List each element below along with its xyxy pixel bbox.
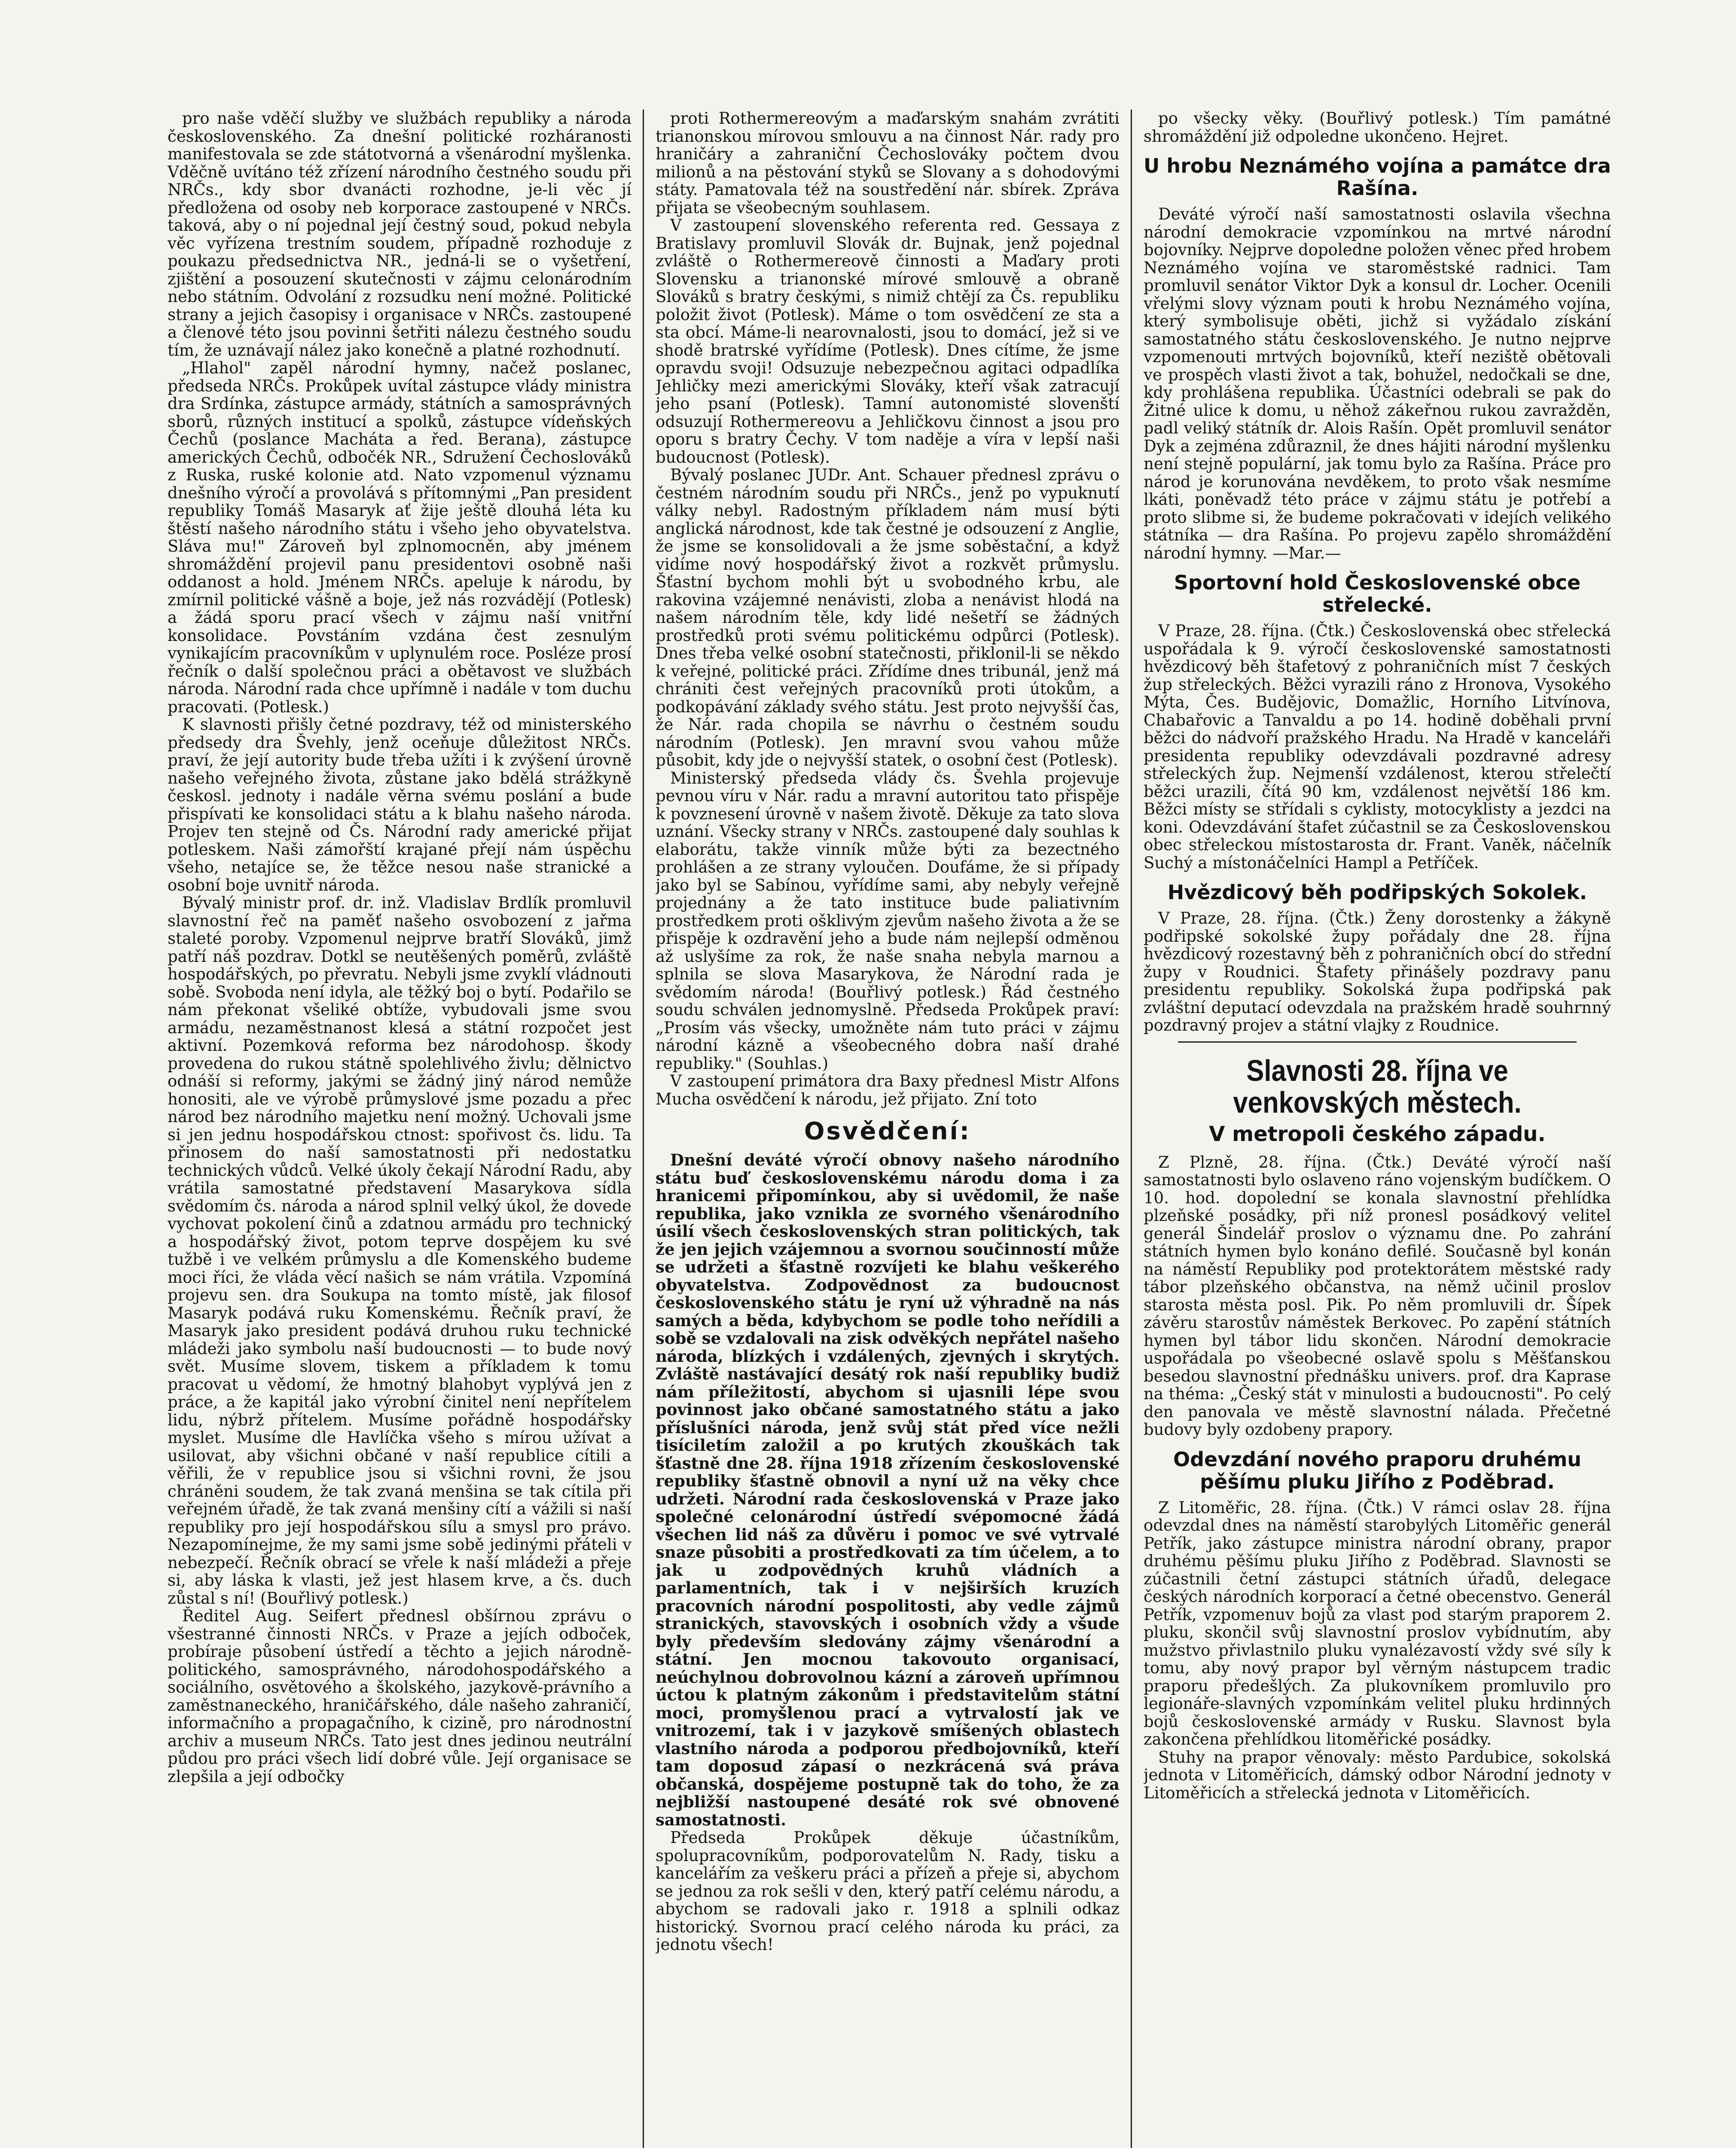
article-paragraph: Bývalý ministr prof. dr. inž. Vladislav Brdlík promluvil slavnostní řeč na paměť našeho osvobození z jařma staleté poroby. Vzpomenul nejprve bratří Slováků, jimž patří náš pozdrav. Dotkl se neutěšených poměrů, zvláště hospodářských, po převratu. Nebyli jsme zvyklí vládnouti sobě. Svoboda není idyla, ale těžký boj o bytí. Podařilo se nám překonat všeliké obtíže, vybudovali jsme svou armádu, nezaměstnanost klesá a státní rozpočet jest aktivní. Pozemková reforma bez národohosp. škody provedena do rukou státně spolehlivého živlu; dělnictvo odnáší si reformy, jakými se žádný jiný národ nemůže honositi, ale ve výrobě průmyslové jsme pozadu a přec národ bez národního majetku není možný. Uchovali jsme si jen jednu hospodářskou ctnost: spořivost čs. lidu. Ta přinosem do naší samostatnosti při nedostatku technických vůdců. Velké úkoly čekají Národní Radu, aby vrátila samostatné představení Masarykova sídla svědomím čs. národa a národ splnil velký úkol, že dovede vychovat pokolení činů a zdatnou armádu pro technický a hospodářský život, potom teprve dospějem ku své tužbě i ve velkém průmyslu a dle Komenského budeme moci říci, že vláda věcí našich se nám vrátila. Vzpomíná projevu sen. dra Soukupa na tomto místě, jak filosof Masaryk podává ruku Komenskému. Řečník praví, že Masaryk jako president podává druhou ruku technické mládeži jako symbolu naší budoucnosti — to bude nový svět. Musíme slovem, tiskem a příkladem k tomu pracovat u vědomí, že hmotný blahobyt vyplývá jen z práce, a že kapitál jako výrobní činitel není nepřítelem lidu, nýbrž přítelem. Musíme pořádně hospodářsky myslet. Musíme dle Havlíčka všeho s mírou užívat a usilovat, aby všichni občané v naší republice cítili a věřili, že v republice jsou si všichni rovni, že jsou chráněni soudem, že tak zvaná menšina se tak cítila při veřejném úřadě, že tak zvaná menšiny cítí a vážili si naší republiky pro její hospodářskou sílu a smysl pro právo. Nezapomínejme, že my sami jsme sobě jedinými přáteli v nebezpečí. Řečník obrací se vřele k naší mládeži a přeje si, aby láska k vlasti, jež jest hlasem krve, a čs. duch zůstal s ní! (Bouřlivý potlesk.): [168, 894, 632, 1608]
column-rule: [1131, 110, 1132, 2148]
article-paragraph: pro naše vděčí služby ve službách republiky a národa československého. Za dnešní politické rozháranosti manifestovala se zde státotvorná a všenárodní myšlenka. Vděčně uvítáno též zřízení národního čestného soudu při NRČs., kdy sbor dvanácti rozhodne, je-li věc jí předložena od osoby neb korporace zastoupené v NRČs. taková, aby o ní pojednal její čestný soud, pokud nebyla věc vyřízena trestním soudem, případně rozhoduje z poukazu předsednictva NR., jedná-li se o vyšetření, zjištění a posouzení skutečnosti v zájmu celonárodním nebo státním. Odvolání z rozsudku není možné. Politické strany a jejich časopisy i organisace v NRČs. zastoupené a členové této jsou povinni šetřiti nálezu čestného soudu tím, že uznávají nález jako konečně a platné rozhodnutí.: [168, 110, 632, 360]
article-paragraph: Ministerský předseda vlády čs. Švehla projevuje pevnou víru v Nár. radu a mravní autoritou tato přispěje k povznesení úrovně v našem životě. Děkuje za tato slova uznání. Všecky strany v NRČs. zastoupené daly souhlas k elaborátu, takže vinník může býti za bezectného prohlášen a ze strany vyloučen. Doufáme, že si případy jako byl se Sabínou, vyřídíme sami, aby nebyly veřejně projednány a že tato instituce bude paliativním prostředkem proti ošklivým zjevům našeho života a že se přispěje k ozdravění jeho a bude nám nejlepší odměnou až uslyšíme za rok, že naše snaha nebyla marnou a splnila se slova Masarykova, že Národní rada je svědomím národa! (Bouřlivý potlesk.) Řád čestného soudu schválen jednomyslně. Předseda Prokůpek praví: „Prosím vás všecky, umožněte nám tuto práci v zájmu národní kázně a všeobecného dobra naší drahé republiky." (Souhlas.): [656, 769, 1120, 1073]
article-paragraph: Předseda Prokůpek děkuje účastníkům, spolupracovníkům, podporovatelům N. Rady, tisku a kancelářím za veškeru práci a přízeň a přeje si, abychom se jednou za rok sešli v den, který patří celému národu, a abychom se radovali jako r. 1918 a splnili odkaz historický. Svornou prací celého národa ku práci, za jednotu všech!: [656, 1828, 1120, 1954]
article-paragraph: Stuhy na prapor věnovaly: město Pardubice, sokolská jednota v Litoměřicích, dámský odbor Národní jednoty v Litoměřicích a střelecká jednota v Litoměřicích.: [1144, 1748, 1611, 1802]
article-paragraph: V zastoupení slovenského referenta red. Gessaya z Bratislavy promluvil Slovák dr. Bujnak, jenž pojednal zvláště o Rothermereově činnosti a Maďary proti Slovensku a trianonské mírové smlouvě a obraně Slováků s bratry českými, s nimiž chtějí za Čs. republiku položit život (Potlesk). Máme o tom osvědčení ze sta a sta obcí. Máme-li nearovnalosti, jsou to domácí, jež si ve shodě bratrské vyřídíme (Potlesk). Dnes cítíme, že jsme opravdu svoji! Odsuzuje nebezpečnou agitaci odpadlíka Jehličky mezi americkými Slováky, kteří však zatracují jeho psaní (Potlesk). Tamní autonomisté slovenští odsuzují Rothermereovu a Jehličkovu činnost a jsou pro oporu s bratry Čechy. V tom naděje a víra v lepší naši budoucnost (Potlesk).: [656, 216, 1120, 467]
article-paragraph: Z Plzně, 28. října. (Čtk.) Deváté výročí naší samostatnosti bylo oslaveno ráno vojenským budíčkem. O 10. hod. dopolední se konala slavnostní přehlídka plzeňské posádky, při níž pronesl posádkový velitel generál Šindelář proslov o významu dne. Po zahrání státních hymen bylo konáno defilé. Současně byl konán na náměstí Republiky pod protektorátem městské rady tábor plzeňského občanstva, na němž učinil proslov starosta města posl. Pik. Po něm promluvili dr. Šípek závěru starostův náměstek Berkovec. Po zapění státních hymen byl tábor lidu skončen. Národní demokracie uspořádala po všeobecné oslavě spolu s Měšťanskou besedou slavnostní přednášku univers. prof. dra Kaprase na théma: „Český stát v minulosti a budoucnosti". Po celý den panovala ve městě slavnostní nálada. Přečetné budovy byly ozdobeny prapory.: [1144, 1153, 1611, 1439]
article-headline: Sportovní hold Československé obce střelecké.: [1174, 571, 1581, 616]
article-headline: U hrobu Neznámého vojína a památce dra Rašína.: [1144, 154, 1611, 200]
article-paragraph: po všecky věky. (Bouřlivý potlesk.) Tím památné shromáždění již odpoledne ukončeno. Hejret.: [1144, 110, 1611, 146]
article-paragraph: „Hlahol" zapěl národní hymny, načež poslanec, předseda NRČs. Prokůpek uvítal zástupce vlády ministra dra Srdínka, zástupce armády, státních a samosprávných sborů, různých institucí a spolků, zástupce vídeňských Čechů (poslance Macháta a řed. Berana), zástupce amerických Čechů, odbočék NR., Sdružení Čechoslováků z Ruska, ruské kolonie atd. Nato vzpomenul významu dnešního výročí a provolává s přítomnými „Pan president republiky Tomáš Masaryk ať žije ještě dlouhá léta ku štěstí našeho národního státu i všeho jeho obyvatelstva. Sláva mu!" Zároveň byl zplnomocněn, aby jménem shromáždění projevil panu presidentovi osobně naši oddanost a hold. Jménem NRČs. apeluje k národu, by zmírnil politické vášně a boje, jež nás rozvádějí (Potlesk) a žádá sporu prací všech v zájmu naší vnitřní konsolidace. Povstáním vzdána čest zesnulým vynikajícím pracovníkům v uplynulém roce. Posléze prosí řečník o další společnou práci a obětavost ve službách národa. Národní rada chce upřímně i nadále v tom duchu pracovati. (Potlesk.): [168, 359, 632, 716]
article-paragraph: Z Litoměřic, 28. října. (Čtk.) V rámci oslav 28. října odevzdal dnes na náměstí starobylých Litoměřic generál Petřík, jako zástupce ministra národní obrany, prapor druhému pěšímu pluku Jiřího z Poděbrad. Slavnosti se zúčastnili četní zástupci státních úřadů, delegace českých národních korporací a četné obecenstvo. Generál Petřík, vzpomenuv bojů za vlast pod starým praporem 2. pluku, skončil svůj slavnostní proslov vybídnutím, aby mužstvo přivlastnilo pluku vynalézavostí vždy své síly k tomu, aby nový prapor byl věrným nástupcem tradic praporu předešlých. Za plukovníkem promluvilo pro legionáře-slavných vzpomínkám velitel pluku hrdinných bojů československé armády v Rusku. Slavnost byla zakončena přehlídkou litoměřické posádky.: [1144, 1498, 1611, 1748]
column-3: [1144, 110, 1611, 2148]
article-paragraph: K slavnosti přišly četné pozdravy, též od ministerského předsedy dra Švehly, jenž oceňuje důležitost NRČs. praví, že její autority bude třeba užíti i k zvýšení úrovně našeho veřejného života, zůstane jako bdělá strážkyně českosl. jednoty i nadále věrna svému poslání a bude přispívati ke konsolidaci státu a k blahu našeho národa. Projev ten stejně od Čs. Národní rady americké přijat potleskem. Naši zámořští krajané přejí nám úspěchu všeho, netajíce se, že těžce nesou naše stranické a osobní boje uvnitř národa.: [168, 715, 632, 894]
newspaper-page: [168, 110, 1611, 2148]
article-paragraph: Ředitel Aug. Seifert přednesl obšírnou zprávu o všestranné činnosti NRČs. v Praze a jejích odboček, probíraje působení ústředí a těchto a jejich národně-politického, samosprávného, národohospodářského a sociálního, osvětového a školského, jazykově-právního a zaměstnaneckého, hraničářského, dále našeho zahraničí, informačního a propagačního, k cizině, pro národnostní archiv a museum NRČs. Tato jest dnes jedinou neutrální půdou pro práci všech lidí dobré vůle. Její organisace se zlepšila a její odbočky: [168, 1607, 632, 1786]
column-rule: [643, 110, 644, 2148]
column-2: [656, 110, 1120, 2148]
declaration-title: Osvědčení:: [804, 1117, 971, 1145]
article-paragraph: Deváté výročí naší samostatnosti oslavila všechna národní demokracie vzpomínkou na mrtvé národní bojovníky. Nejprve dopoledne položen věnec před hrobem Neznámého vojína ve staroměstské radnici. Tam promluvil senátor Viktor Dyk a konsul dr. Locher. Ocenili vřelými slovy význam pouti k hrobu Neznámého vojína, který symbolisuje oběti, jichž si vyžádalo získání samostatného státu československého. Je nutno nejprve vzpomenouti mrtvých bojovníků, kteří neziště obětovali ve prospěch vlasti život a tak, bohužel, nedočkali se dne, kdy prohlášena republika. Účastníci odebrali se pak do Žitné ulice k domu, u něhož zákeřnou rukou zavražděn, padl veliký státník dr. Alois Rašín. Opět promluvil senátor Dyk a zejména zdůraznil, že dnes hájiti národní myšlenku není stejně populární, jak tomu bylo za Rašína. Práce pro národ je korunována nevděkem, to proto však nesmíme lkáti, poněvadž této práce v zájmu státu je potřebí a proto slibme si, že budeme pokračovati v idejích velikého státníka — dra Rašína. Po projevu zapělo shromáždění národní hymny. —Mar.—: [1144, 205, 1611, 562]
article-subheadline: V metropoli českého západu.: [1209, 1122, 1546, 1146]
declaration-paragraph: Dnešní deváté výročí obnovy našeho národního státu buď československému národu doma i za hranicemi připomínkou, aby si uvědomil, že naše republika, jako vznikla ze svorného všenárodního úsilí všech československých stran politických, tak že jen jejich vzájemnou a svornou součinností může se udržeti a šťastně rozvíjeti ke blahu veškerého obyvatelstva. Zodpovědnost za budoucnost československého státu je ryní už výhradně na nás samých a běda, kdybychom se podle toho neřídili a sobě se vzdalovali na zisk odvěkých nepřátel našeho národa, blízkých i vzdálených, zjevných i skrytých. Zvláště nastávající desátý rok naší republiky budiž nám příležitostí, abychom si ujasnili lépe svou povinnost jako občané samostatného státu a jako příslušníci národa, jenž svůj stát před více nežli tisíciletím založil a po krutých zkouškách tak šťastně dne 28. října 1918 zřízením československé republiky šťastně obnovil a nyní už na věky chce udržeti. Národní rada československá v Praze jako společné celonárodní ústředí svépomocné žádá všechen lid náš za důvěru i pomoc ve své vytrvalé snaze působiti a prostředkovati za tím účelem, a to jak u zodpovědných kruhů vládních a parlamentních, tak i v nejširších kruzích pracovních národní pospolitosti, aby vedle zájmů stranických, stavovských i osobních vždy a všude byly především sledovány zájmy všenárodní a státní. Jen mocnou takovouto organisací, neúchylnou dobrovolnou kázní a zároveň upřímnou úctou k platným zákonům i představitelům státní moci, promyšlenou prací a vytrvalostí jak ve vnitrozemí, tak i v jazykově smíšených oblastech vlastního národa a podporou předbojovníků, kteří tam doposud zápasí o nezkrácená svá práva občanská, dospějeme postupně tak do toho, že za nejbližší nastoupené desáté rok své obnovené samostatnosti.: [656, 1150, 1120, 1829]
section-divider: [1178, 1041, 1577, 1043]
article-paragraph: proti Rothermereovým a maďarským snahám zvrátiti trianonskou mírovou smlouvu a na činnost Nár. rady pro hraničáry a zahraniční Čechoslováky počtem dvou milionů a na pěstování styků se Slovany a s dohodovými státy. Pamatovala též na soustředění nár. sbírek. Zpráva přijata se všeobecným souhlasem.: [656, 110, 1120, 217]
article-paragraph: V zastoupení primátora dra Baxy přednesl Mistr Alfons Mucha osvědčení k národu, jež přijato. Zní toto: [656, 1072, 1120, 1108]
section-headline: Slavnosti 28. října ve venkovských městech.: [1233, 1053, 1522, 1119]
article-headline: Odevzdání nového praporu druhému pěšímu pluku Jiřího z Poděbrad.: [1173, 1447, 1581, 1493]
article-paragraph: Bývalý poslanec JUDr. Ant. Schauer přednesl zprávu o čestném národním soudu při NRČs., jenž po vypuknutí války nebyl. Radostným příkladem nám musí býti anglická národnost, kde tak čestné je odsouzení z Anglie, že jsme se konsolidovali a že jsme soběstační, a když vidíme nový hospodářský život a rozkvět průmyslu. Šťastní bychom mohli být u svobodného krbu, ale rakovina vzájemné nenávisti, zloba a nenávist hlodá na našem národním těle, kdy lidé nešetří se žádných prostředků proti svému politickému odpůrci (Potlesk). Dnes třeba velké osobní statečnosti, přiklonil-li se někdo k veřejné, politické práci. Zřídíme dnes tribunál, jenž má chrániti čest veřejných pracovníků proti útokům, a podkopávání základy svého státu. Jest proto nejvyšší čas, že Nár. rada chopila se návrhu o čestném soudu národním (Potlesk). Jen mravní svou vahou může působit, kdy jde o nejvyšší statek, o osobní čest (Potlesk).: [656, 466, 1120, 769]
article-headline: Hvězdicový běh podřipských Sokolek.: [1167, 881, 1587, 904]
article-paragraph: V Praze, 28. října. (Čtk.) Ženy dorostenky a žákyně podřipské sokolské župy pořádaly dne 28. října hvězdicový rozestavný běh z pohraničních obcí do střední župy v Roudnici. Štafety přinášely pozdravy panu presidentu republiky. Sokolská župa podřipská pak zvláštní deputací odevzdala na pražském hradě souhrnný pozdravný projev a státní vlajky z Roudnice.: [1144, 909, 1611, 1034]
article-paragraph: V Praze, 28. října. (Čtk.) Československá obec střelecká uspořádala k 9. výročí československé samostatnosti hvězdicový běh štafetový z pohraničních míst 7 českých žup střeleckých. Běžci vyrazili ráno z Hronova, Vysokého Mýta, Čes. Budějovic, Domažlic, Horního Litvínova, Chabařovic a Tanvaldu a po 14. hodině doběhali první běžci do nádvoří pražského Hradu. Na Hradě v kanceláři presidenta republiky odevzdávali pozdravné adresy střeleckých žup. Nejmenší vzdálenost, kterou střelečtí běžci urazili, čítá 90 km, vzdálenost největší 186 km. Běžci místy se střídali s cyklisty, motocyklisty a jezdci na koni. Odevzdávání štafet zúčastnil se za Československou obec střeleckou místostarosta dr. Frant. Vaněk, náčelník Suchý a místonáčelníci Hampl a Petříček.: [1144, 622, 1611, 872]
column-1: [168, 110, 632, 2148]
